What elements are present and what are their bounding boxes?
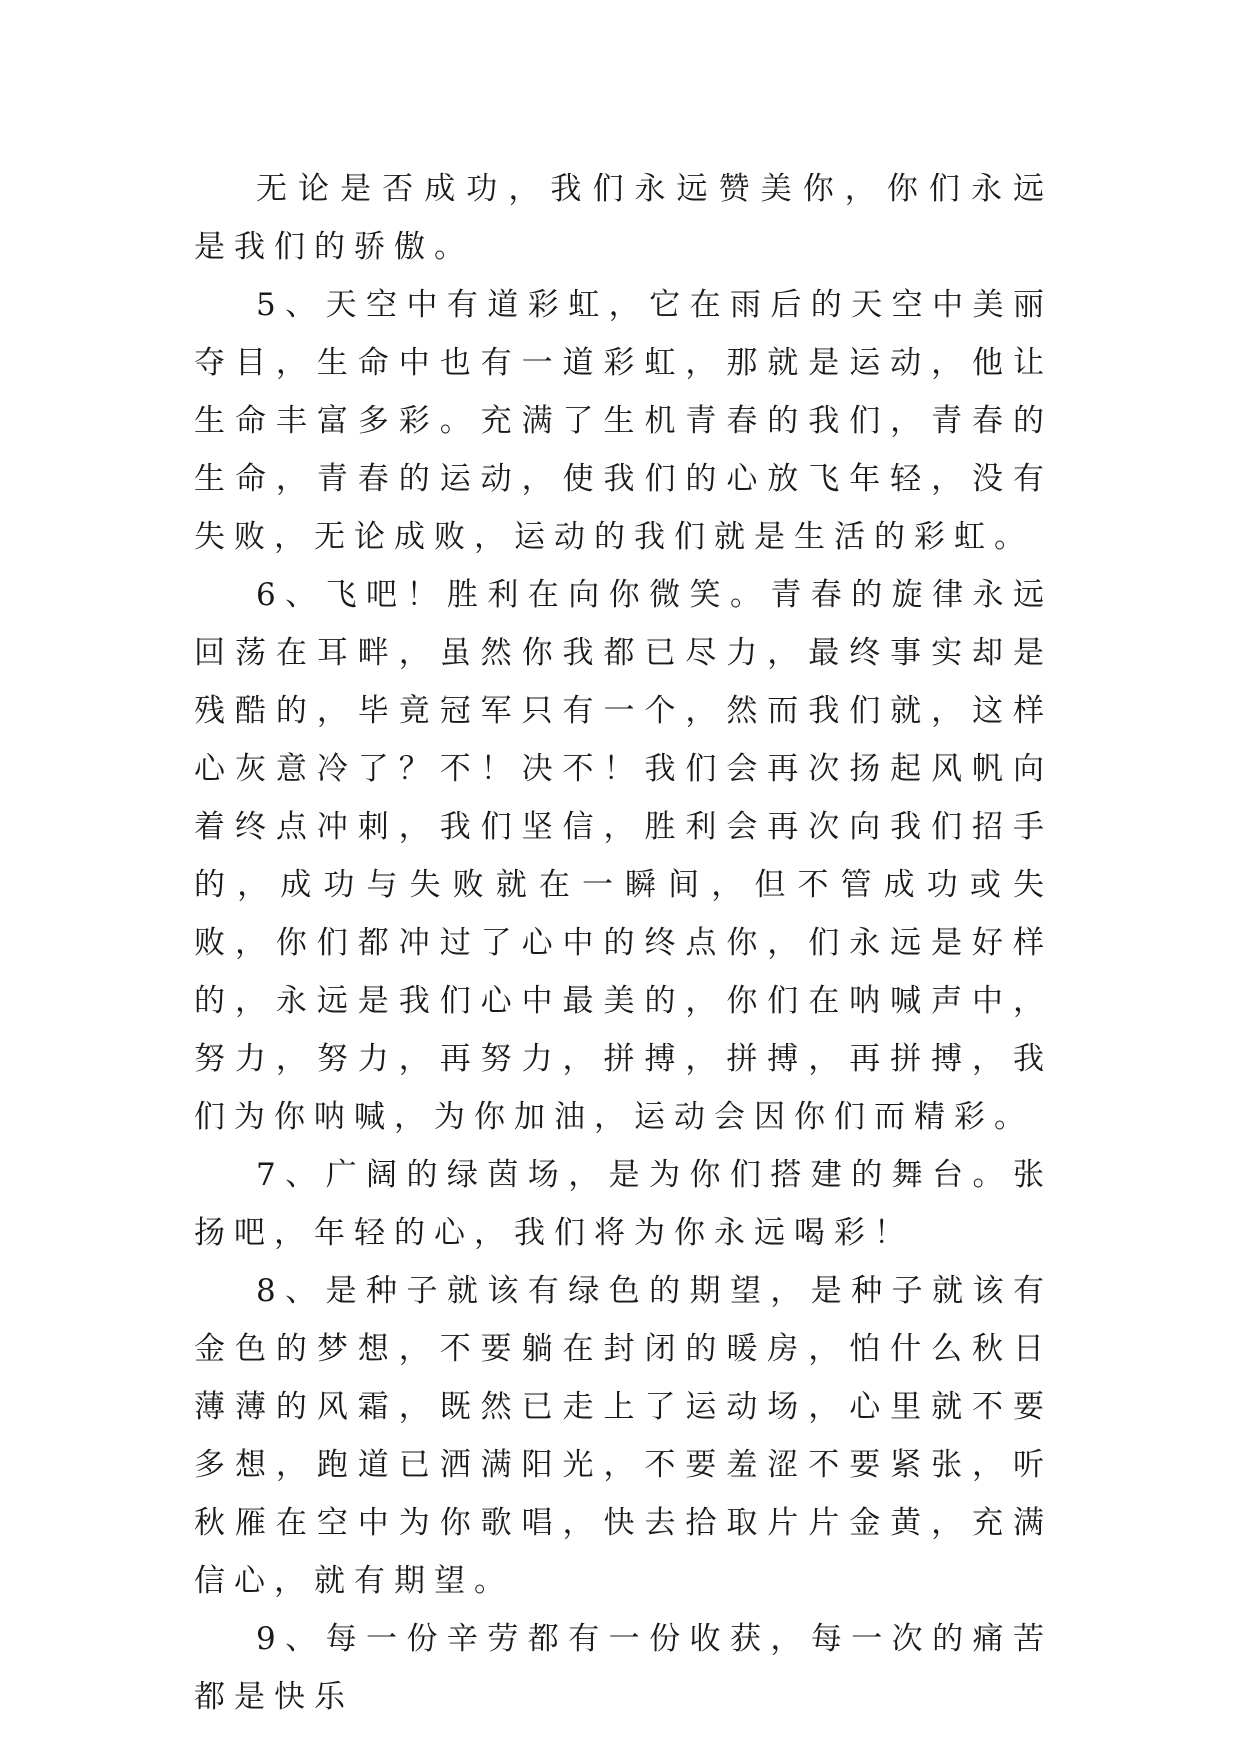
paragraph-item-6: 6、飞吧！胜利在向你微笑。青春的旋律永远回荡在耳畔，虽然你我都已尽力，最终事实却是残酷的，毕竟冠军只有一个，然而我们就，这样心灰意冷了？不！决不！我们会再次扬起风帆向着终点冲刺，我们坚信，胜利会再次向我们招手的，成功与失败就在一瞬间，但不管成功或失败，你们都冲过了心中的终点你，们永远是好样的，永远是我们心中最美的，你们在呐喊声中，努力，努力，再努力，拼搏，拼搏，再拼搏，我们为你呐喊，为你加油，运动会因你们而精彩。 — [194, 577, 1053, 1135]
paragraph-item-9: 9、每一份辛劳都有一份收获，每一次的痛苦都是快乐 — [194, 1621, 1053, 1715]
paragraph-closing-praise: 无论是否成功，我们永远赞美你，你们永远是我们的骄傲。 — [194, 171, 1053, 265]
paragraph-item-7: 7、广阔的绿茵场，是为你们搭建的舞台。张扬吧，年轻的心，我们将为你永远喝彩！ — [194, 1157, 1053, 1251]
document-body — [194, 160, 1053, 1726]
paragraph-item-8: 8、是种子就该有绿色的期望，是种子就该有金色的梦想，不要躺在封闭的暖房，怕什么秋日薄薄的风霜，既然已走上了运动场，心里就不要多想，跑道已洒满阳光，不要羞涩不要紧张，听秋雁在空中为你歌唱，快去拾取片片金黄，充满信心，就有期望。 — [194, 1273, 1053, 1599]
paragraph-item-5: 5、天空中有道彩虹，它在雨后的天空中美丽夺目，生命中也有一道彩虹，那就是运动，他让生命丰富多彩。充满了生机青春的我们，青春的生命，青春的运动，使我们的心放飞年轻，没有失败，无论成败，运动的我们就是生活的彩虹。 — [194, 287, 1053, 555]
